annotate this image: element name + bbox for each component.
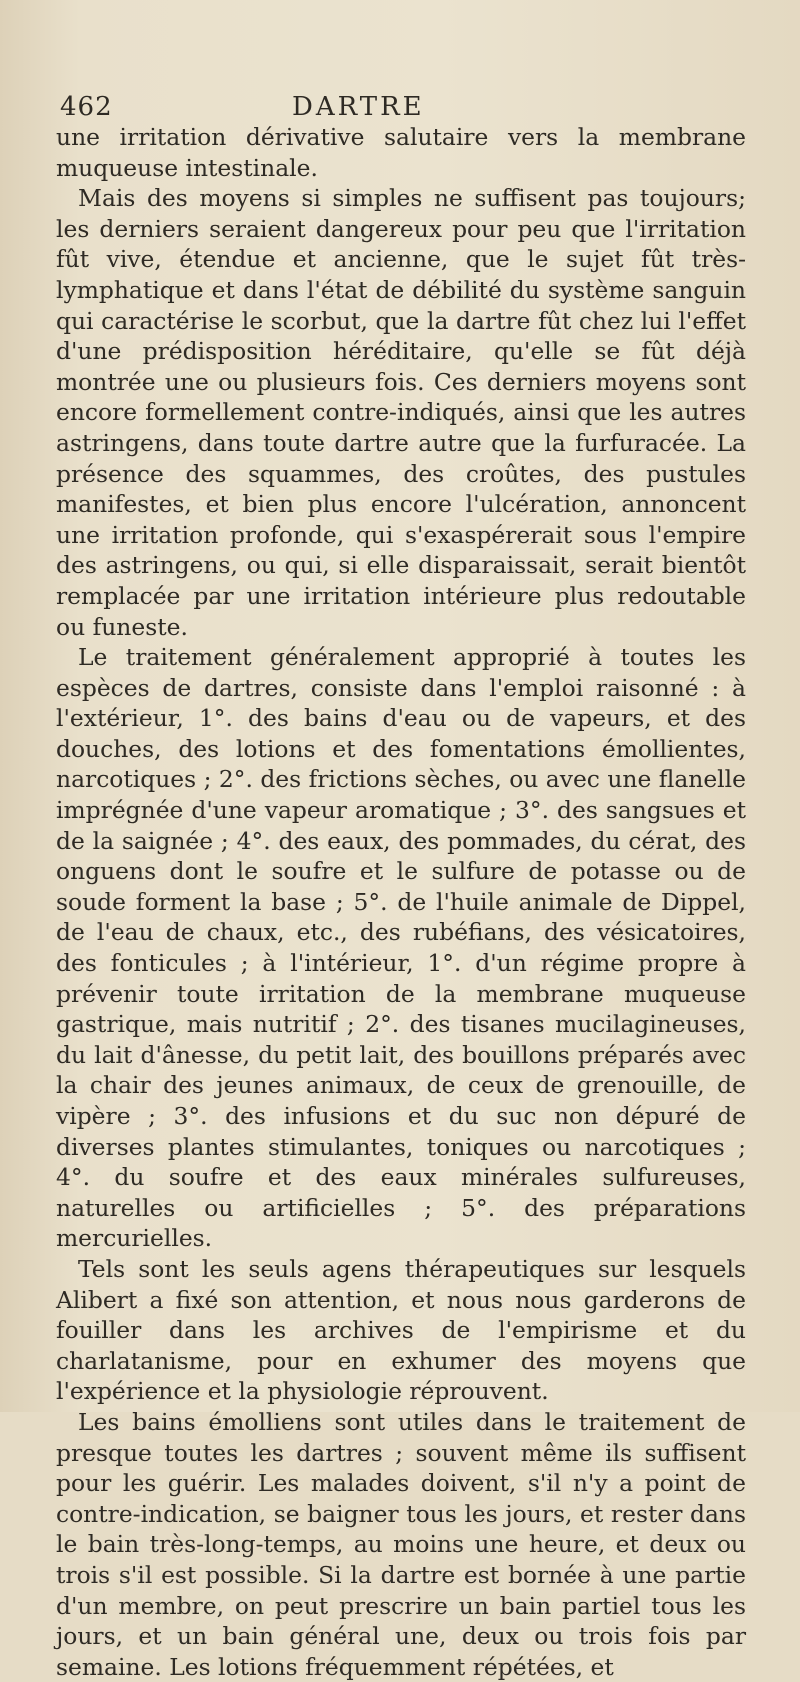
paragraph-treatment: Le traitement généralement approprié à toutes les espèces de dartres, consiste dans l'emploi raisonné : à l'extérieur, 1°. des bains d'eau ou de vapeurs, et des douches, des lotions et des fomentations émollientes, narcotiques ; 2°. des frictions sèches, ou avec une flanelle imprégnée d'une vapeur aromatique ; 3°. des sangsues et de la saignée ; 4°. des eaux, des pommades, du cérat, des onguens dont le soufre et le sulfure de potasse ou de soude forment la base ; 5°. de l'huile animale de Dippel, de l'eau de chaux, etc., des rubéfians, des vésicatoires, des fonticules ; à l'intérieur, 1°. d'un régime propre à prévenir toute irritation de la membrane muqueuse gastrique, mais nutritif ; 2°. des tisanes mucilagineuses, du lait d'ânesse, du petit lait, des bouillons préparés avec la chair des jeunes animaux, de ceux de grenouille, de vipère ; 3°. des infusions et du suc non dépuré de diverses plantes stimulantes, toniques ou narcotiques ; 4°. du soufre et des eaux minérales sulfureuses, naturelles ou artificielles ; 5°. des préparations mercurielles. (56, 643, 746, 1253)
paragraph-baths: Les bains émolliens sont utiles dans le traitement de presque toutes les dartres ; souvent même ils suffisent pour les guérir. Les malades doivent, s'il n'y a point de contre-indication, se baigner tous les jours, et rester dans le bain très-long-temps, au moins une heure, et deux ou trois s'il est possible. Si la dartre est bornée à une partie d'un membre, on peut prescrire un bain partiel tous les jours, et un bain général une, deux ou trois fois par semaine. Les lotions fréquemment répétées, et (56, 1407, 746, 1681)
paragraph-continuation: une irritation dérivative salutaire vers la membrane muqueuse intestinale. (56, 123, 746, 182)
paragraph-contraindications: Mais des moyens si simples ne suffisent pas toujours; les derniers seraient dangereux pour peu que l'irritation fût vive, étendue et ancienne, que le sujet fût très-lymphatique et dans l'état de débilité du système sanguin qui caractérise le scorbut, que la dartre fût chez lui l'effet d'une prédisposition héréditaire, qu'elle se fût déjà montrée une ou plusieurs fois. Ces derniers moyens sont encore formellement contre-indiqués, ainsi que les autres astringens, dans toute dartre autre que la furfuracée. La présence des squammes, des croûtes, des pustules manifestes, et bien plus encore l'ulcération, annoncent une irritation profonde, qui s'exaspérerait sous l'empire des astringens, ou qui, si elle disparaissait, serait bientôt remplacée par une irritation intérieure plus redoutable ou funeste. (56, 184, 746, 641)
paragraph-alibert: Tels sont les seuls agens thérapeutiques sur lesquels Alibert a fixé son attention, et nous nous garderons de fouiller dans les archives de l'empirisme et du charlatanisme, pour en exhumer des moyens que l'expérience et la physiologie réprouvent. (56, 1254, 746, 1406)
page-number: 462 (60, 92, 113, 122)
running-head: DARTRE (292, 92, 425, 122)
body-text (56, 122, 746, 1682)
